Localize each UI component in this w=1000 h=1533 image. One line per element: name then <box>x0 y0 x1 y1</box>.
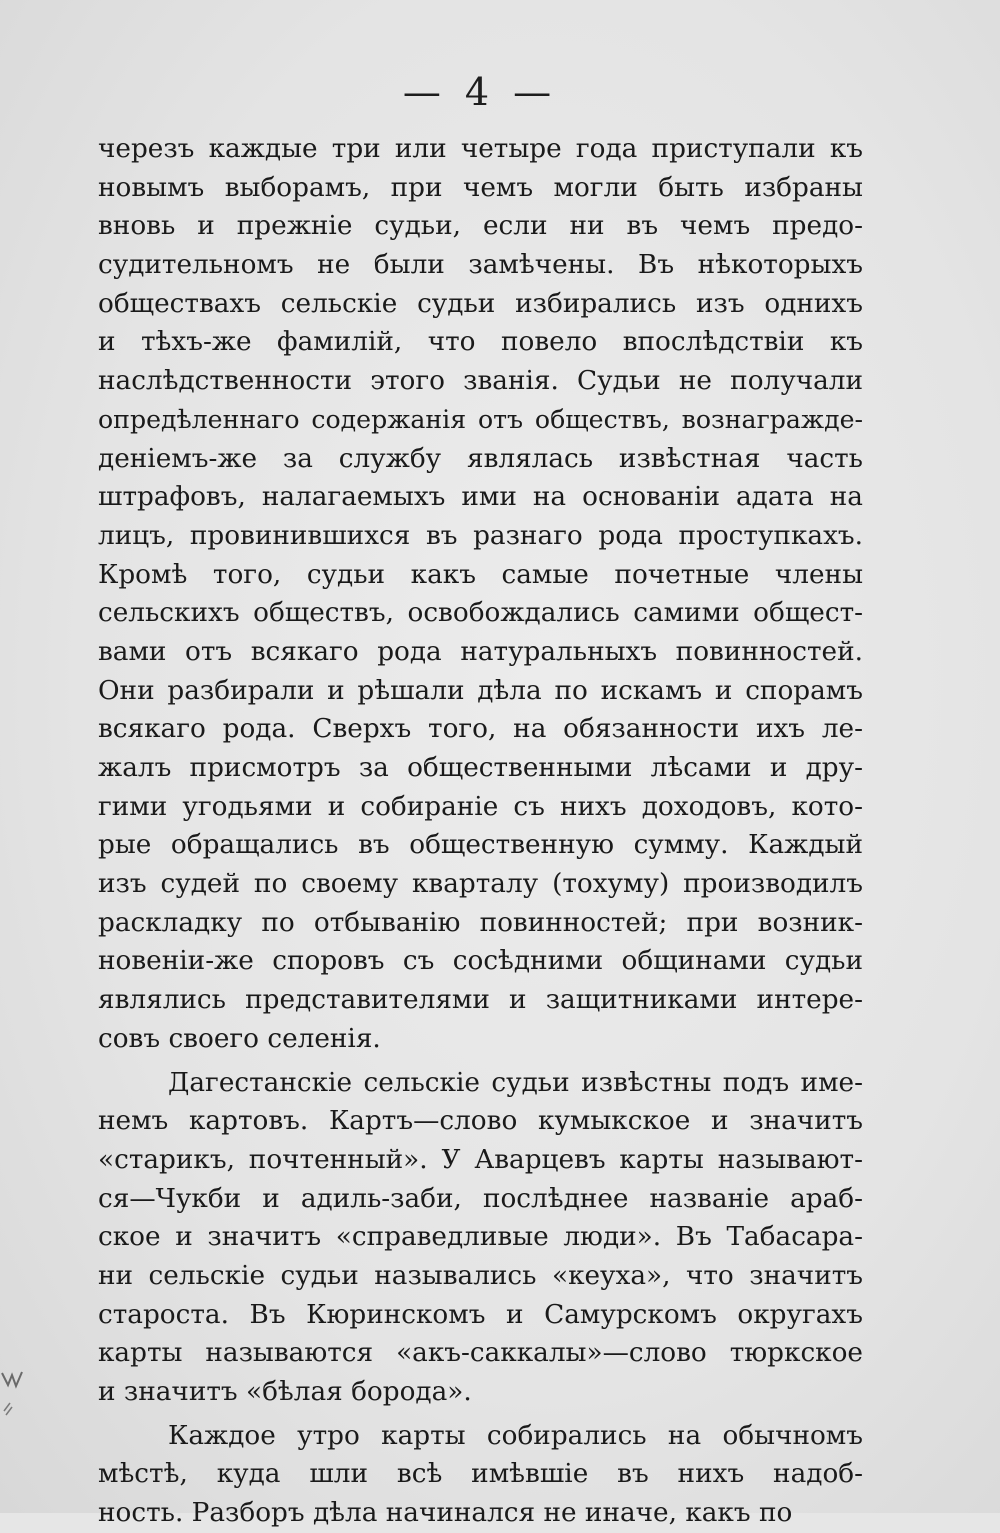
text-line: черезъ каждые три или четыре года приступали къ <box>98 134 863 164</box>
text-line: жалъ присмотръ за общественными лѣсами и дру- <box>98 753 863 783</box>
text-line: Они разбирали и рѣшали дѣла по искамъ и спорамъ <box>98 675 863 706</box>
text-line: являлись представителями и защитниками интере- <box>98 985 863 1016</box>
text-line: лицъ, провинившихся въ разнаго рода проступкахъ. <box>98 520 863 551</box>
text-line: и значитъ «бѣлая борода». <box>98 1377 472 1407</box>
text-line: Кромѣ того, судьи какъ самые почетные члены <box>98 559 863 590</box>
text-line: карты называются «акъ-саккалы»—слово тюркское <box>98 1338 863 1369</box>
text-line: совъ своего селенія. <box>98 1023 381 1054</box>
text-line: Каждое утро карты собирались на обычномъ <box>168 1420 863 1451</box>
text-line: штрафовъ, налагаемыхъ ими на основаніи адата на <box>98 482 863 513</box>
paragraph <box>98 1064 863 1412</box>
text-line: немъ картовъ. Картъ—слово кумыкское и значитъ <box>98 1106 863 1137</box>
text-line: новеніи-же споровъ съ сосѣдними общинами судьи <box>98 946 863 977</box>
text-line: ское и значитъ «справедливые люди». Въ Табасара- <box>98 1222 863 1253</box>
text-line: ни сельскіе судьи назывались «кеуха», что значитъ <box>98 1260 863 1291</box>
text-line: новымъ выборамъ, при чемъ могли быть избраны <box>98 172 863 203</box>
text-line: опредѣленнаго содержанія отъ обществъ, вознагражде- <box>98 404 863 434</box>
text-line: и тѣхъ-же фамилій, что повело впослѣдствіи къ <box>98 327 863 358</box>
text-line: деніемъ-же за службу являлась извѣстная часть <box>98 443 863 474</box>
text-line: мѣстѣ, куда шли всѣ имѣвшіе въ нихъ надоб- <box>98 1459 863 1490</box>
text-line: судительномъ не были замѣчены. Въ нѣкоторыхъ <box>98 250 863 281</box>
text-line: раскладку по отбыванію повинностей; при возник- <box>98 907 863 938</box>
margin-pencil-mark <box>0 1355 40 1435</box>
text-line: ность. Разборъ дѣла начинался не иначе, какъ по <box>98 1498 793 1529</box>
text-line: ся—Чукби и адиль-заби, послѣднее названіе араб- <box>98 1183 863 1214</box>
text-line: всякаго рода. Сверхъ того, на обязанности ихъ ле- <box>98 714 863 745</box>
paragraph <box>98 1417 863 1533</box>
text-line: вновь и прежніе судьи, если ни въ чемъ предо- <box>98 211 863 242</box>
text-line: сельскихъ обществъ, освобождались самими общест- <box>98 598 863 629</box>
text-line: гими угодьями и собираніе съ нихъ доходовъ, кото- <box>98 791 863 822</box>
body-text <box>98 130 863 1533</box>
text-line: наслѣдственности этого званія. Судьи не получали <box>98 366 863 397</box>
text-line: Дагестанскіе сельскіе судьи извѣстны подъ име- <box>168 1067 863 1098</box>
text-line: «старикъ, почтенный». У Аварцевъ карты называют- <box>98 1144 863 1175</box>
text-line: рые обращались въ общественную сумму. Каждый <box>98 830 863 861</box>
text-line: староста. Въ Кюринскомъ и Самурскомъ округахъ <box>98 1299 863 1330</box>
paragraph <box>98 130 863 1059</box>
text-line: изъ судей по своему кварталу (тохуму) производилъ <box>98 869 863 900</box>
text-line: вами отъ всякаго рода натуральныхъ повинностей. <box>98 636 863 667</box>
page-number: — 4 — <box>402 70 558 114</box>
text-line: обществахъ сельскіе судьи избирались изъ однихъ <box>98 288 863 319</box>
